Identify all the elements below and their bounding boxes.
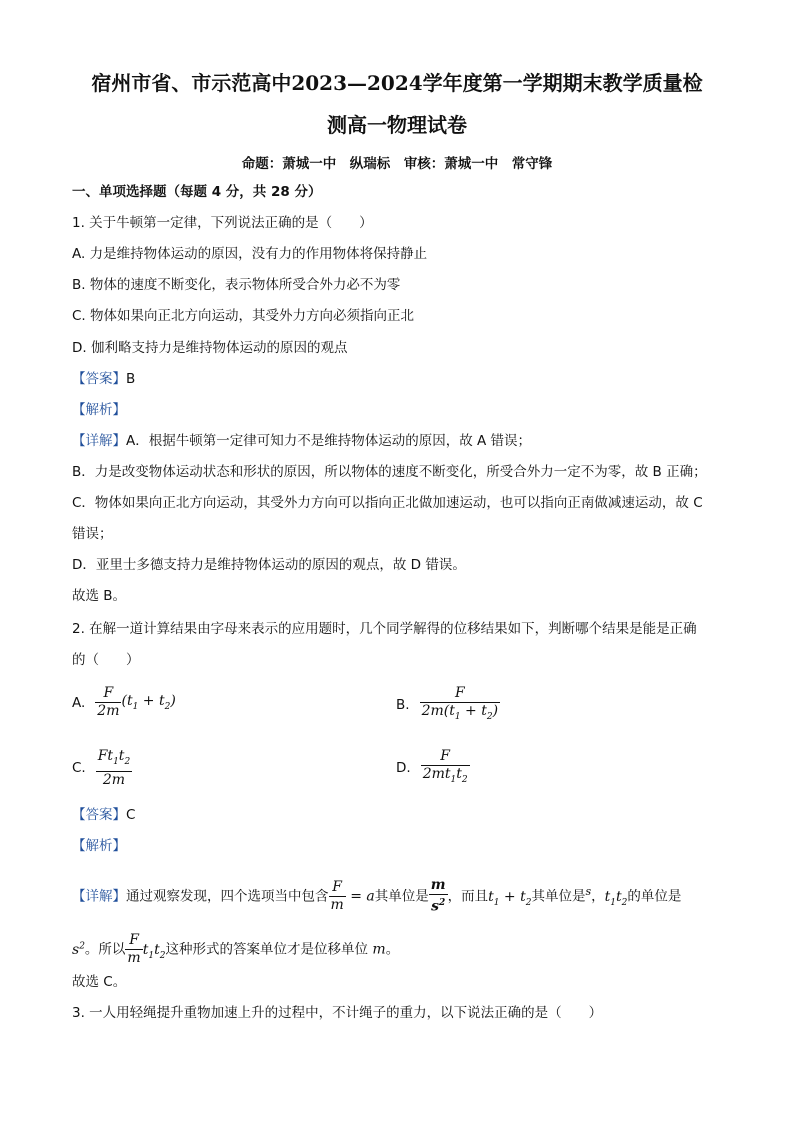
q2-answer bbox=[72, 806, 135, 824]
detail-text: A．根据牛顿第一定律可知力不是维持物体运动的原因，故 A 错误； bbox=[126, 433, 532, 449]
fraction: $\frac{m}{s^2}$ bbox=[430, 877, 446, 915]
detail-text: 。 bbox=[385, 941, 400, 958]
answer-value: C bbox=[126, 807, 136, 823]
q1-option-c: C. 物体如果向正北方向运动，其受外力方向必须指向正北 bbox=[72, 308, 415, 324]
detail-text: 。所以 bbox=[84, 941, 126, 958]
option-label: A. bbox=[72, 694, 86, 711]
analysis-tag: 【解析】 bbox=[72, 838, 126, 854]
q1-answer bbox=[72, 370, 135, 388]
q1-detail-c: C．物体如果向正北方向运动，其受外力方向可以指向正北做加速运动，也可以指向正南做减速运动，故 C bbox=[72, 495, 703, 511]
detail-text: 的单位是 bbox=[627, 888, 682, 905]
fraction: $\frac{F}{2m}$ bbox=[97, 685, 120, 719]
q2-detail-line1: 【详解】通过观察发现，四个选项当中包含 $\frac{F}{m}$ = a其单位是 $\frac{m}{s^2}$ ，而且$t_1 + t_2$其单位是$^s$，$t_1t_2$的单位是 bbox=[72, 877, 682, 915]
detail-text: 这种形式的答案单位才是位移单位 bbox=[165, 941, 368, 958]
fraction: $\frac{F}{2m(t_1 + t_2)}$ bbox=[421, 685, 499, 722]
q2-detail-line2: $s^2$。所以 $\frac{F}{m}$ $t_1t_2$这种形式的答案单位才是位移单位 m。 bbox=[72, 932, 400, 967]
q2-option-d bbox=[396, 748, 470, 789]
q2-option-b bbox=[396, 685, 500, 726]
q1-analysis-tag bbox=[72, 401, 126, 419]
q2-stem-line1: 2. 在解一道计算结果由字母来表示的应用题时，几个同学解得的位移结果如下，判断哪个结果是能是正确 bbox=[72, 621, 697, 637]
q2-option-c bbox=[72, 748, 132, 789]
q2-option-a: A. $\frac{F}{2m}$ $(t_1 + t_2)$ bbox=[72, 685, 176, 719]
q2-analysis-tag bbox=[72, 837, 126, 855]
fraction: $\frac{F}{m}$ bbox=[330, 879, 344, 913]
q1-option-a: A. 力是维持物体运动的原因，没有力的作用物体将保持静止 bbox=[72, 246, 428, 262]
section-heading: 一、单项选择题（每题 4 分，共 28 分） bbox=[72, 184, 322, 200]
q1-detail-a bbox=[72, 432, 531, 450]
detail-tag: 【详解】 bbox=[72, 433, 126, 449]
answer-tag: 【答案】 bbox=[72, 807, 126, 823]
q1-detail-b: B．力是改变物体运动状态和形状的原因，所以物体的速度不断变化，所受合外力一定不为零，故 B 正确； bbox=[72, 464, 707, 480]
option-label: C. bbox=[72, 760, 86, 777]
q1-detail-d: D．亚里士多德支持力是维持物体运动的原因的观点，故 D 错误。 bbox=[72, 557, 466, 573]
q3-stem: 3. 一人用轻绳提升重物加速上升的过程中，不计绳子的重力，以下说法正确的是（ ） bbox=[72, 1005, 603, 1021]
detail-text: 其单位是 bbox=[531, 888, 586, 905]
author-line: 命题：萧城一中 纵瑞标 审核：萧城一中 常守锋 bbox=[241, 156, 553, 172]
detail-tag: 【详解】 bbox=[72, 888, 126, 905]
fraction: $\frac{F}{2mt_1t_2}$ bbox=[422, 748, 468, 785]
q1-detail-c-cont: 错误； bbox=[72, 526, 113, 542]
q2-stem-line2: 的（ ） bbox=[72, 652, 140, 668]
page-title-line1: 宿州市省、市示范高中2023—2024学年度第一学期期末教学质量检 bbox=[91, 71, 703, 95]
q1-option-b: B. 物体的速度不断变化，表示物体所受合外力必不为零 bbox=[72, 277, 401, 293]
q2-conclusion: 故选 C。 bbox=[72, 974, 127, 990]
detail-text: ，而且 bbox=[447, 888, 489, 905]
option-label: B. bbox=[396, 697, 410, 714]
answer-tag: 【答案】 bbox=[72, 371, 126, 387]
detail-text: 其单位是 bbox=[374, 888, 429, 905]
q1-option-d: D. 伽利略支持力是维持物体运动的原因的观点 bbox=[72, 340, 348, 356]
q1-stem: 1. 关于牛顿第一定律，下列说法正确的是（ ） bbox=[72, 215, 373, 231]
fraction: $\frac{F}{m}$ bbox=[127, 932, 141, 967]
analysis-tag: 【解析】 bbox=[72, 402, 126, 418]
answer-value: B bbox=[126, 371, 136, 387]
detail-text: 通过观察发现，四个选项当中包含 bbox=[126, 888, 329, 905]
q1-conclusion: 故选 B。 bbox=[72, 588, 127, 604]
fraction: $\frac{Ft_1t_2}{2m}$ bbox=[97, 748, 131, 788]
option-label: D. bbox=[396, 760, 411, 777]
page-title-line2: 测高一物理试卷 bbox=[327, 113, 467, 137]
